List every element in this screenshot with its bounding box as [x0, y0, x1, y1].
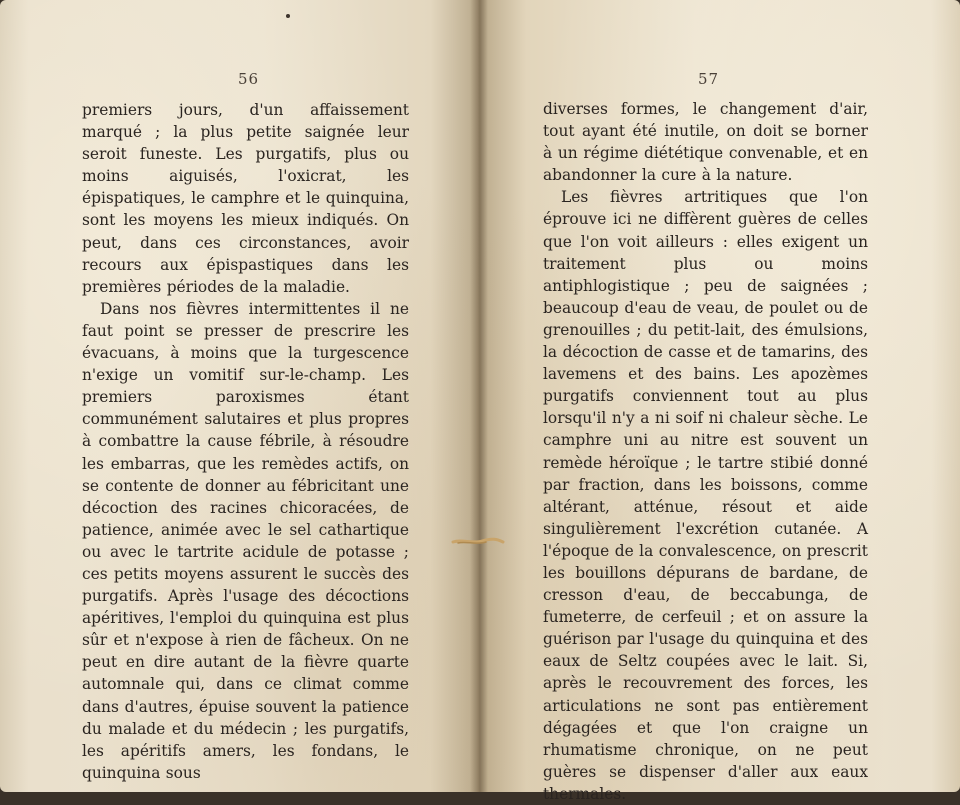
right-paragraph-1: diverses formes, le changement d'air, tout ayant été inutile, on doit se borner à un régime diététique convenable, et en abandonner la cure à la nature. — [543, 100, 868, 185]
page-number-left: 56 — [238, 70, 260, 88]
right-page — [478, 0, 960, 803]
ink-dot — [286, 14, 290, 18]
left-page-text — [82, 99, 409, 784]
left-page — [0, 0, 478, 792]
right-paragraph-2: Les fièvres artritiques que l'on éprouve ici ne diffèrent guères de celles que l'on voit ailleurs : elles exigent un traitement plus ou moins antiphlogistique ; peu de saignées ; beaucoup d'eau de veau, de poulet ou de grenouilles ; du petit-lait, des émulsions, la décoction de casse et de tamarins, des lavemens et des bains. Les apozèmes purgatifs conviennent tout au plus lorsqu'il n'y a ni soif ni chaleur sèche. Le camphre uni au nitre est souvent un remède héroïque ; le tartre stibié donné par fraction, dans les boissons, comme altérant, atténue, résout et aide singulièrement l'excrétion cutanée. A l'époque de la convalescence, on prescrit les bouillons dépurans de bardane, de cresson d'eau, de beccabunga, de fumeterre, de cerfeuil ; et on assure la guérison par l'usage du quinquina et des eaux de Seltz coupées avec le lait. Si, après le recouvrement des forces, les articulations ne sont pas entièrement dégagées et que l'on craigne un rhumatisme chronique, on ne peut guères se dispenser d'aller aux eaux thermales. — [543, 188, 868, 803]
left-paragraph-2: Dans nos fièvres intermittentes il ne faut point se presser de prescrire les évacuans, à moins que la turgescence n'exige un vomitif sur-le-champ. Les premiers paroxismes étant communément salutaires et plus propres à combattre la cause fébrile, à résoudre les embarras, que les remèdes actifs, on se contente de donner au fébricitant une décoction des racines chicoracées, de patience, animée avec le sel cathartique ou avec le tartrite acidule de potasse ; ces petits moyens assurent le succès des purgatifs. Après l'usage des décoctions apéritives, l'emploi du quinquina est plus sûr et n'expose à rien de fâcheux. On ne peut en dire autant de la fièvre quarte automnale qui, dans ce climat comme dans d'autres, épuise souvent la patience du malade et du médecin ; les purgatifs, les apéritifs amers, les fondans, le quinquina sous — [82, 299, 409, 782]
page-number-right: 57 — [698, 70, 720, 88]
right-page-text — [543, 98, 868, 805]
left-paragraph-1: premiers jours, d'un affaissement marqué ; la plus petite saignée leur seroit funeste. Les purgatifs, plus ou moins aiguisés, l'oxicrat, les épispatiques, le camphre et le quinquina, sont les moyens les mieux indiqués. On peut, dans ces circonstances, avoir recours aux épispastiques dans les premières périodes de la maladie. — [82, 101, 409, 296]
